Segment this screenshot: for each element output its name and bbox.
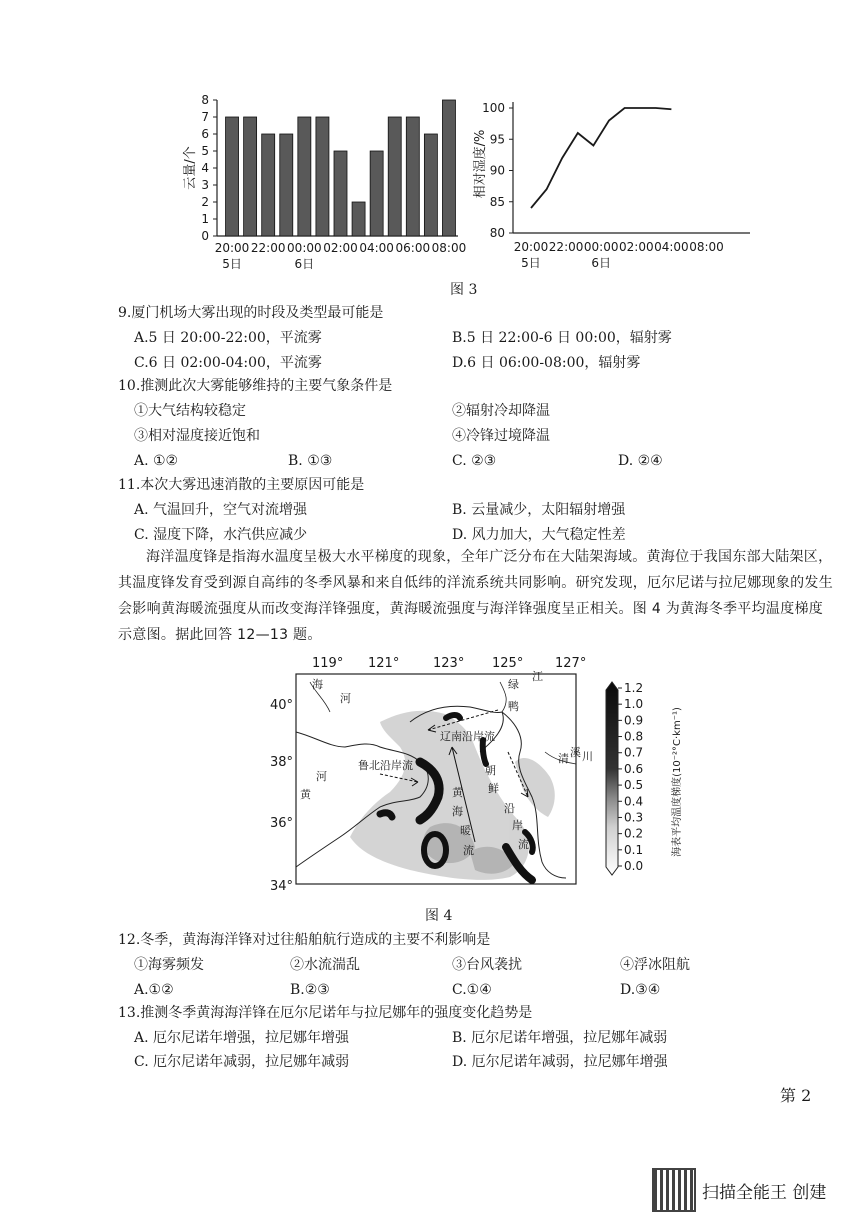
label-kr-1: 朝 <box>485 764 496 777</box>
colorbar-tick-label: 1.2 <box>624 681 644 695</box>
bar-date-label: 6日 <box>294 257 315 271</box>
q10-stem: 10.推测此次大雾能够维持的主要气象条件是 <box>118 378 393 394</box>
lon-label-127: 127° <box>555 656 587 671</box>
passage-text: 海洋温度锋是指海水温度呈极大水平梯度的现象，全年广泛分布在大陆架海域。黄海位于我国东部大陆架区，其温度锋发育受到源自高纬的冬季风暴和来自低纬的洋流系统共同影响。研究发现，厄尔尼诺与拉尼娜现象的发生会影响黄海暖流强度从而改变海洋锋强度，黄海暖流强度与海洋锋强度呈正相关。图 4 为黄海冬季平均温度梯度示意图。据此回答 12—13 题。 <box>118 549 833 643</box>
bar-xtick-label: 02:00 <box>323 241 358 255</box>
bar-xtick-label: 20:00 <box>214 241 250 255</box>
lon-label-123: 123° <box>433 656 465 671</box>
bar-ytick-label: 7 <box>201 110 209 124</box>
colorbar-tick-label: 0.1 <box>624 842 644 857</box>
colorbar-tick-label: 0.3 <box>624 810 644 825</box>
label-he-1: 河 <box>340 692 351 705</box>
q12-option-a[interactable]: A.①② <box>134 982 174 998</box>
line-xtick-label: 02:00 <box>619 240 654 254</box>
q12-option-b[interactable]: B.②③ <box>290 982 330 998</box>
label-he-2: 河 <box>316 770 327 783</box>
q10-option-c[interactable]: C. ②③ <box>452 453 497 469</box>
q9-option-a[interactable]: A.5 日 20:00-22:00，平流雾 <box>134 330 322 346</box>
q12-statement-4: ④浮冰阻航 <box>620 957 690 973</box>
line-date-label: 6日 <box>591 256 612 270</box>
bar-xtick-label: 08:00 <box>431 241 467 255</box>
label-chuan: 川 <box>582 750 593 763</box>
q11-stem: 11.本次大雾迅速消散的主要原因可能是 <box>118 477 365 493</box>
q11-option-b[interactable]: B. 云量减少，太阳辐射增强 <box>452 502 626 518</box>
colorbar-tick-label: 0.2 <box>624 826 644 841</box>
bar-ytick-label: 0 <box>201 229 209 243</box>
bar-ytick-label: 4 <box>201 161 209 175</box>
label-ys-4: 流 <box>463 844 474 857</box>
label-hai: 海 <box>312 678 323 691</box>
q10-option-b[interactable]: B. ①③ <box>288 453 333 469</box>
bar-ytick-label: 1 <box>201 212 209 226</box>
qr-code-icon <box>652 1168 696 1212</box>
line-xtick-label: 00:00 <box>583 240 619 254</box>
q10-statement-1: ①大气结构较稳定 <box>134 403 246 419</box>
scanner-watermark: 扫描全能王 创建 <box>702 1183 827 1203</box>
colorbar-tick-label: 0.6 <box>624 761 644 776</box>
q12-option-d[interactable]: D.③④ <box>620 982 661 998</box>
line-chart-ylabel: 相对湿度/% <box>473 129 488 199</box>
label-kr-4: 岸 <box>512 819 523 832</box>
line-ytick-label: 80 <box>489 226 505 240</box>
q9-option-c[interactable]: C.6 日 02:00-04:00，平流雾 <box>134 355 322 371</box>
cloud-bar <box>262 134 275 236</box>
q10-option-d[interactable]: D. ②④ <box>618 453 663 469</box>
cloud-bar <box>424 134 437 236</box>
page-number: 第 2 <box>780 1086 812 1105</box>
q11-option-a[interactable]: A. 气温回升，空气对流增强 <box>134 502 308 518</box>
q13-option-c[interactable]: C. 厄尔尼诺年减弱，拉尼娜年减弱 <box>134 1054 350 1070</box>
bar-ytick-label: 3 <box>201 178 209 192</box>
colorbar-tick-label: 0.4 <box>624 794 644 809</box>
cloud-bar <box>370 151 383 236</box>
colorbar-tick-label: 0.0 <box>624 859 644 873</box>
q11-option-c[interactable]: C. 湿度下降，水汽供应减少 <box>134 527 308 543</box>
q13-option-b[interactable]: B. 厄尔尼诺年增强，拉尼娜年减弱 <box>452 1030 668 1046</box>
label-ys-2: 海 <box>452 805 463 818</box>
cloud-bar <box>298 117 311 236</box>
cloud-bar <box>280 134 293 236</box>
lon-label-121: 121° <box>368 656 400 671</box>
line-xtick-label: 04:00 <box>654 240 689 254</box>
q12-stem: 12.冬季，黄海海洋锋对过往船舶航行造成的主要不利影响是 <box>118 932 491 948</box>
cloud-bar <box>244 117 257 236</box>
figure3-caption: 图 3 <box>450 282 478 298</box>
q12-statement-1: ①海雾频发 <box>134 957 204 973</box>
cloud-bar <box>406 117 419 236</box>
colorbar-tick-label: 0.7 <box>624 745 644 760</box>
figure4-caption: 图 4 <box>425 908 453 924</box>
label-kr-2: 鲜 <box>488 782 499 795</box>
colorbar <box>606 682 618 875</box>
q10-option-a[interactable]: A. ①② <box>134 453 179 469</box>
cloud-bar-chart <box>180 88 470 273</box>
q12-statement-2: ②水流湍乱 <box>290 957 360 973</box>
q10-statement-2: ②辐射冷却降温 <box>452 403 550 419</box>
bar-xtick-label: 04:00 <box>359 241 394 255</box>
lat-label-34: 34° <box>270 879 294 894</box>
bar-xtick-label: 06:00 <box>395 241 431 255</box>
line-ytick-label: 95 <box>489 132 505 147</box>
lon-label-119: 119° <box>312 656 344 671</box>
label-kr-5: 流 <box>518 838 529 851</box>
line-ytick-label: 100 <box>482 101 505 115</box>
q13-option-a[interactable]: A. 厄尔尼诺年增强，拉尼娜年增强 <box>134 1030 350 1046</box>
label-lubei-current: 鲁北沿岸流 <box>358 759 413 772</box>
q9-option-b[interactable]: B.5 日 22:00-6 日 00:00，辐射雾 <box>452 330 672 346</box>
label-huang: 黄 <box>300 788 311 801</box>
label-lv: 绿 <box>508 678 519 691</box>
q12-option-c[interactable]: C.①④ <box>452 982 492 998</box>
colorbar-tick-label: 0.5 <box>624 778 644 793</box>
label-ys-3: 暖 <box>460 824 471 837</box>
humidity-series-line <box>531 108 671 208</box>
label-liaonan-current: 辽南沿岸流 <box>440 730 495 743</box>
bar-ytick-label: 5 <box>201 144 209 158</box>
cloud-bar <box>226 117 239 236</box>
lat-label-38: 38° <box>270 755 294 770</box>
q13-option-d[interactable]: D. 厄尔尼诺年减弱，拉尼娜年增强 <box>452 1054 668 1070</box>
line-ytick-label: 90 <box>489 163 505 178</box>
label-jiang: 江 <box>532 670 543 683</box>
line-date-label: 5日 <box>521 256 541 270</box>
label-ya: 鸭 <box>508 700 519 713</box>
cloud-bar <box>388 117 401 236</box>
q13-stem: 13.推测冬季黄海海洋锋在厄尔尼诺年与拉尼娜年的强度变化趋势是 <box>118 1005 533 1021</box>
cloud-bar <box>334 151 347 236</box>
label-xi: 溪 <box>570 746 581 759</box>
bar-ytick-label: 2 <box>201 195 209 209</box>
q11-option-d[interactable]: D. 风力加大，大气稳定性差 <box>452 527 626 543</box>
line-xtick-label: 08:00 <box>689 240 724 254</box>
q12-statement-3: ③台风袭扰 <box>452 957 522 973</box>
q10-statement-4: ④冷锋过境降温 <box>452 428 550 444</box>
label-kr-3: 沿 <box>504 802 515 815</box>
bar-xtick-label: 22:00 <box>250 241 286 255</box>
colorbar-label: 海表平均温度梯度(10⁻²°C·km⁻¹) <box>672 707 683 857</box>
colorbar-tick-label: 1.0 <box>624 697 644 712</box>
label-ys-1: 黄 <box>452 786 463 799</box>
yellow-sea-gradient-map <box>270 652 690 897</box>
q10-statement-3: ③相对湿度接近饱和 <box>134 428 260 444</box>
lon-label-125: 125° <box>492 656 524 671</box>
line-ytick-label: 85 <box>489 194 505 209</box>
q9-option-d[interactable]: D.6 日 06:00-08:00，辐射雾 <box>452 355 641 371</box>
line-xtick-label: 20:00 <box>513 240 549 254</box>
lat-label-36: 36° <box>270 816 294 831</box>
cloud-bar <box>442 100 455 236</box>
bar-date-label: 5日 <box>222 257 242 271</box>
cloud-bar <box>352 202 365 236</box>
lat-label-40: 40° <box>270 698 294 713</box>
cloud-bar <box>316 117 329 236</box>
humidity-line-chart <box>470 92 760 272</box>
bar-xtick-label: 00:00 <box>287 241 322 255</box>
bar-ytick-label: 6 <box>201 127 209 141</box>
colorbar-tick-label: 0.9 <box>624 713 644 728</box>
label-qing: 清 <box>558 752 569 765</box>
q9-stem: 9.厦门机场大雾出现的时段及类型最可能是 <box>118 305 384 321</box>
bar-ytick-label: 8 <box>201 93 209 107</box>
line-xtick-label: 22:00 <box>548 240 584 254</box>
colorbar-tick-label: 0.8 <box>624 729 644 744</box>
bar-chart-ylabel: 云量/个 <box>183 146 198 190</box>
